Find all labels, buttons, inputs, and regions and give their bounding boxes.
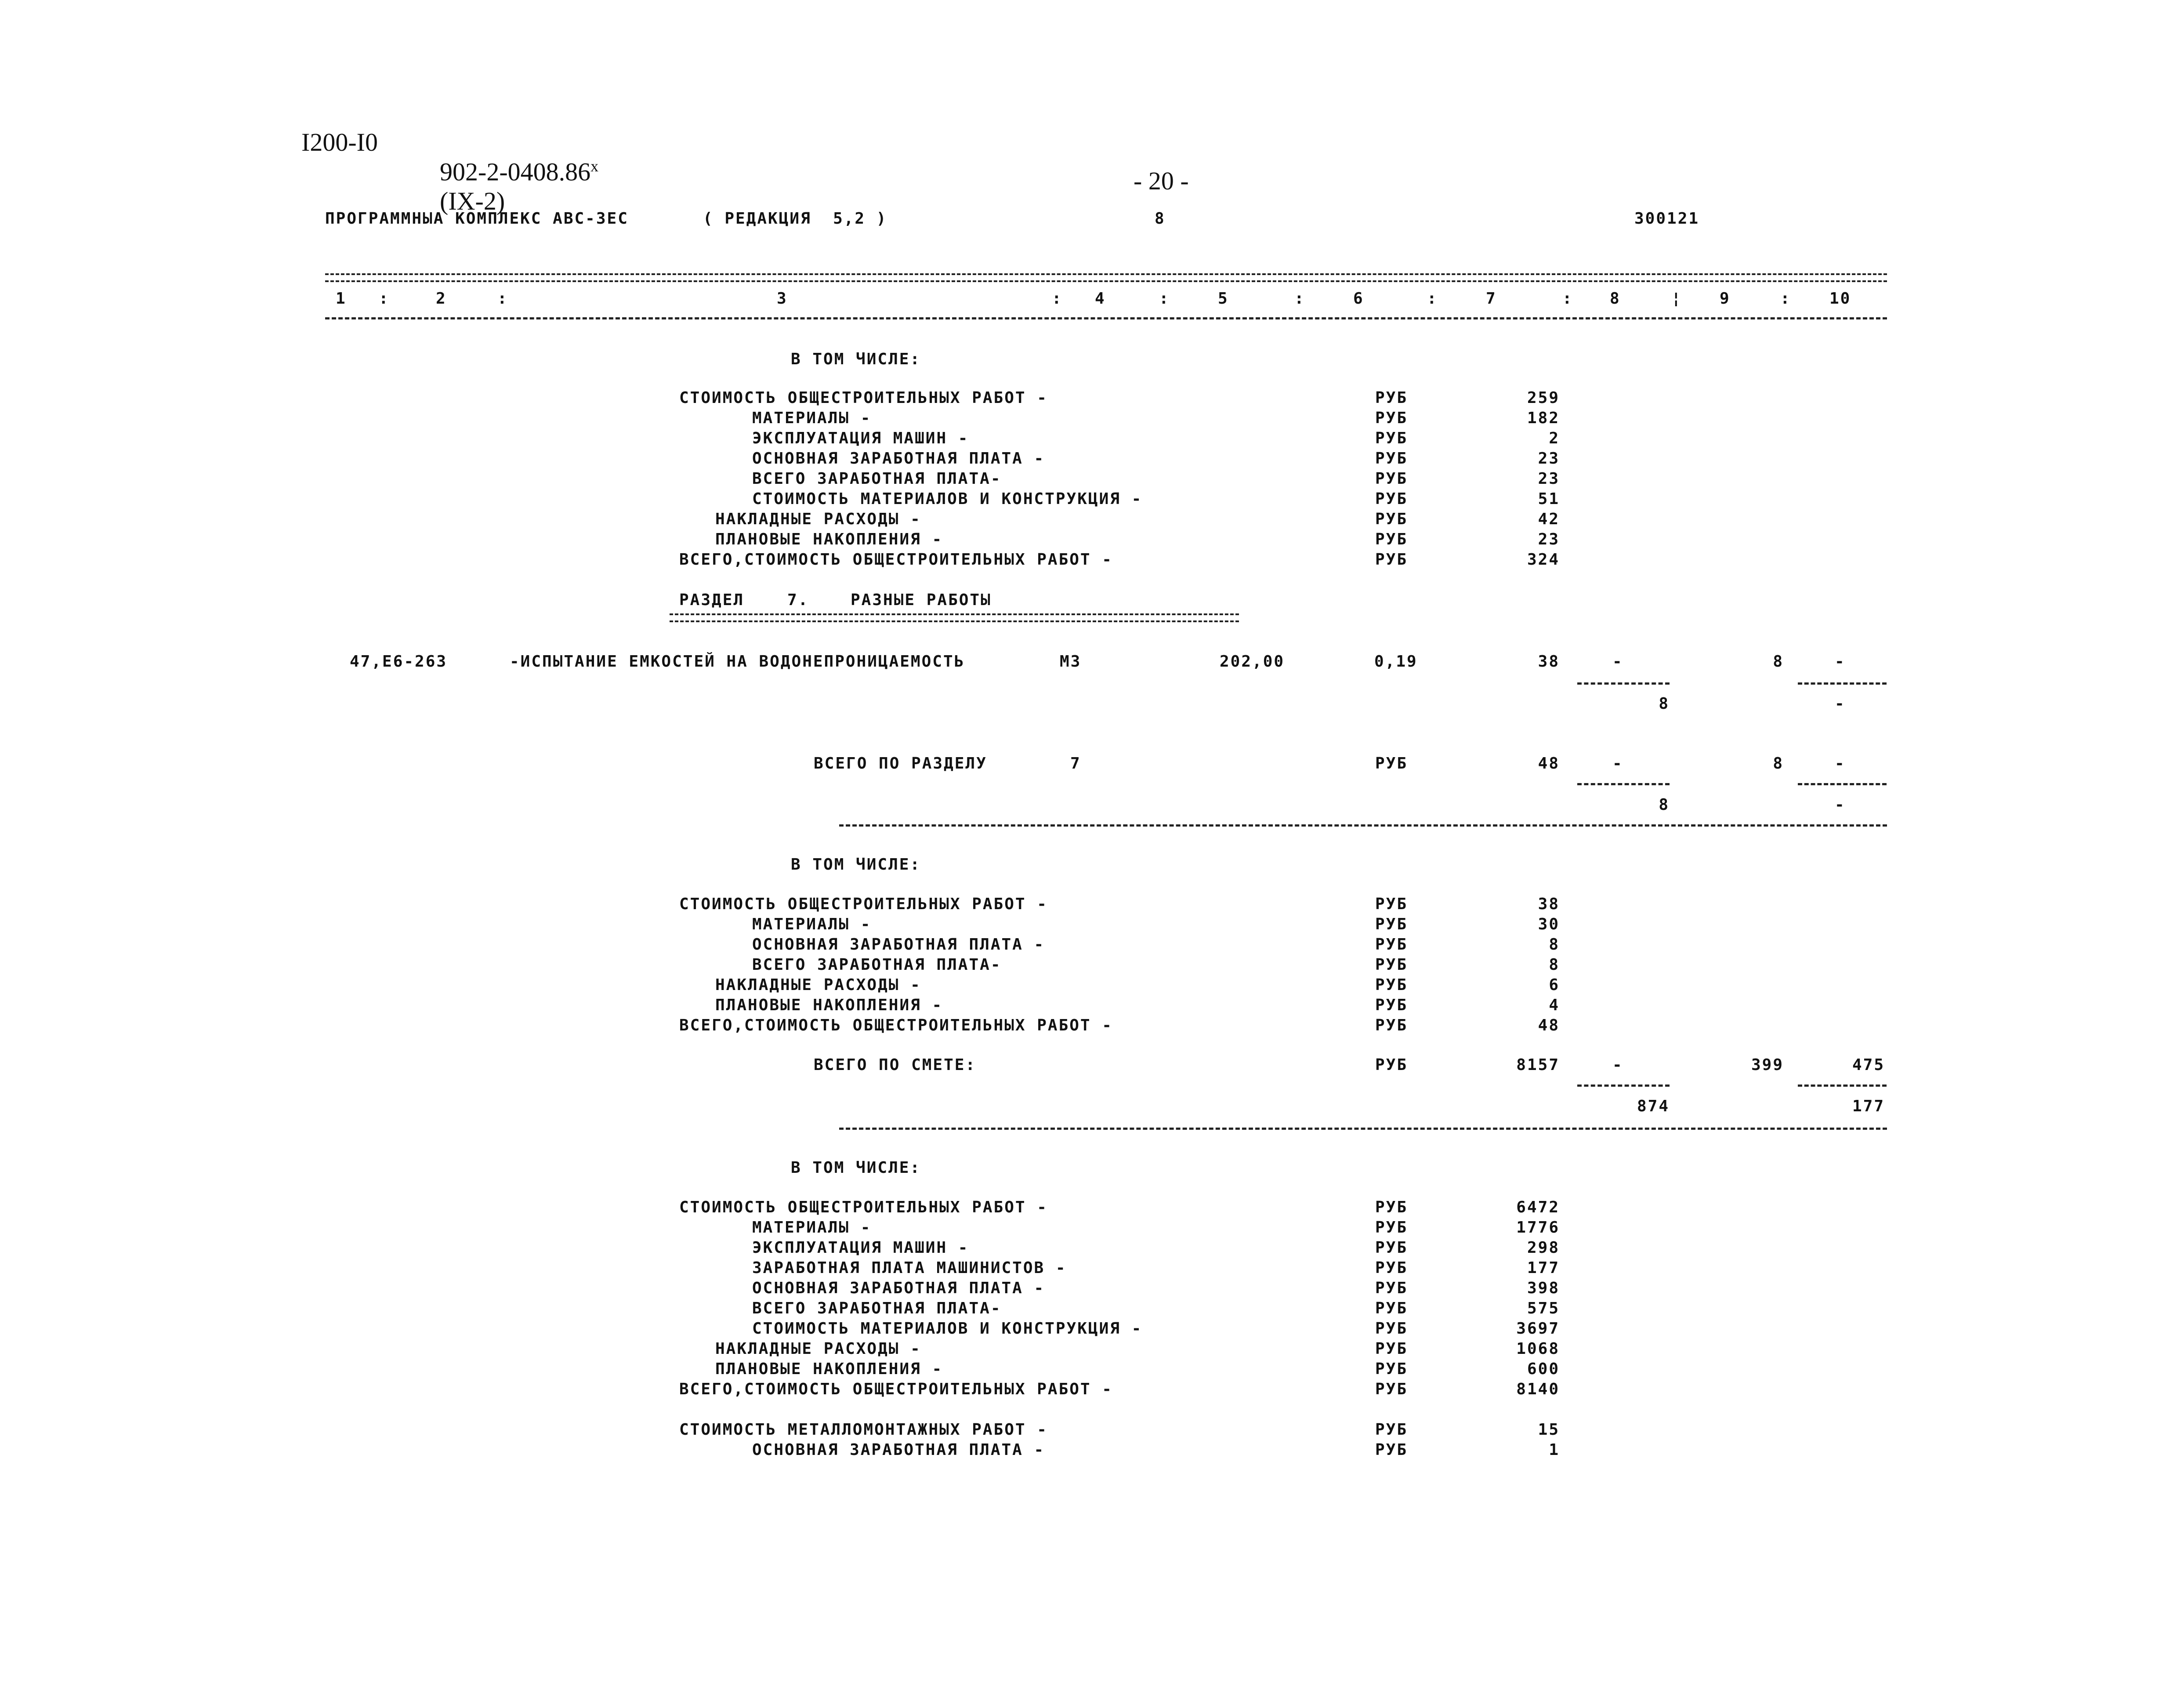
breakdown-unit: РУБ [1375, 1198, 1408, 1216]
estimate-total-unit: РУБ [1375, 1056, 1408, 1074]
breakdown-value: 15 [1538, 1421, 1560, 1439]
subtotal-rule [1798, 1085, 1887, 1087]
breakdown-label: ВСЕГО,СТОИМОСТЬ ОБЩЕСТРОИТЕЛЬНЫХ РАБОТ - [679, 1016, 1113, 1034]
breakdown-value: 23 [1538, 530, 1560, 548]
breakdown-unit: РУБ [1375, 450, 1408, 468]
breakdown-label: НАКЛАДНЫЕ РАСХОДЫ - [715, 1340, 921, 1358]
breakdown-unit: РУБ [1375, 915, 1408, 933]
breakdown-value: 575 [1527, 1299, 1560, 1317]
column-header-cell: : [1052, 290, 1063, 308]
breakdown-unit: РУБ [1375, 1360, 1408, 1378]
estimate-total-col9: 399 [1751, 1056, 1784, 1074]
breakdown-unit: РУБ [1375, 1340, 1408, 1358]
breakdown-heading: В ТОМ ЧИСЛЕ: [791, 1159, 921, 1177]
item-quantity: 202,00 [1220, 653, 1285, 671]
breakdown-unit: РУБ [1375, 1421, 1408, 1439]
program-name: ПРОГРАММНЫА КОМПЛЕКС АВС-ЗЕС [325, 210, 629, 228]
breakdown-unit: РУБ [1375, 1441, 1408, 1459]
document-code: I200-I0 [301, 128, 378, 156]
subtotal-rule [1577, 783, 1670, 785]
breakdown-label: ВСЕГО ЗАРАБОТНАЯ ПЛАТА- [752, 1299, 1002, 1317]
breakdown-unit: РУБ [1375, 389, 1408, 407]
estimate-total-col8-sub: 874 [1637, 1097, 1670, 1115]
breakdown-label: ВСЕГО ЗАРАБОТНАЯ ПЛАТА- [752, 956, 1002, 974]
column-header-cell: ¦ [1671, 290, 1682, 308]
column-header-cell: 2 [436, 290, 447, 308]
breakdown-value: 600 [1527, 1360, 1560, 1378]
breakdown-label: ЗАРАБОТНАЯ ПЛАТА МАШИНИСТОВ - [752, 1259, 1067, 1277]
breakdown-unit: РУБ [1375, 551, 1408, 569]
breakdown-unit: РУБ [1375, 1259, 1408, 1277]
item-col8: - [1612, 653, 1623, 671]
breakdown-unit: РУБ [1375, 936, 1408, 954]
column-header-cell: 9 [1720, 290, 1731, 308]
breakdown-label: НАКЛАДНЫЕ РАСХОДЫ - [715, 510, 921, 528]
item-price: 0,19 [1374, 653, 1418, 671]
column-header-cell: 8 [1610, 290, 1621, 308]
estimate-total-value: 8157 [1516, 1056, 1560, 1074]
section-total-unit: РУБ [1375, 754, 1408, 773]
subtotal-rule [1577, 1085, 1670, 1087]
breakdown-unit: РУБ [1375, 429, 1408, 447]
breakdown-label: СТОИМОСТЬ ОБЩЕСТРОИТЕЛЬНЫХ РАБОТ - [679, 389, 1048, 407]
breakdown-value: 398 [1527, 1279, 1560, 1297]
column-header-cell: 6 [1353, 290, 1364, 308]
column-header-cell: 1 [336, 290, 347, 308]
revision-mark: x [590, 157, 599, 175]
breakdown-unit: РУБ [1375, 510, 1408, 528]
section-divider [839, 824, 1887, 827]
breakdown-unit: РУБ [1375, 895, 1408, 913]
breakdown-unit: РУБ [1375, 470, 1408, 488]
section-underline [670, 613, 1239, 622]
item-unit: М3 [1060, 653, 1082, 671]
breakdown-label: НАКЛАДНЫЕ РАСХОДЫ - [715, 976, 921, 994]
header-rule-bottom [325, 317, 1887, 319]
column-header-cell: 5 [1218, 290, 1229, 308]
section-number: 7. [787, 591, 809, 609]
breakdown-unit: РУБ [1375, 976, 1408, 994]
section-total-label: ВСЕГО ПО РАЗДЕЛУ [814, 754, 987, 773]
section-total-value: 48 [1538, 754, 1560, 773]
section-total-col8-sub: 8 [1659, 796, 1670, 814]
breakdown-label: СТОИМОСТЬ ОБЩЕСТРОИТЕЛЬНЫХ РАБОТ - [679, 1198, 1048, 1216]
breakdown-value: 1068 [1516, 1340, 1560, 1358]
breakdown-value: 2 [1549, 429, 1560, 447]
breakdown-label: СТОИМОСТЬ МЕТАЛЛОМОНТАЖНЫХ РАБОТ - [679, 1421, 1048, 1439]
estimate-total-col8: - [1612, 1056, 1623, 1074]
breakdown-value: 4 [1549, 996, 1560, 1014]
breakdown-unit: РУБ [1375, 996, 1408, 1014]
breakdown-label: ОСНОВНАЯ ЗАРАБОТНАЯ ПЛАТА - [752, 1279, 1045, 1297]
breakdown-value: 51 [1538, 490, 1560, 508]
breakdown-value: 259 [1527, 389, 1560, 407]
page-number: - 20 - [1134, 167, 1189, 195]
breakdown-label: ВСЕГО,СТОИМОСТЬ ОБЩЕСТРОИТЕЛЬНЫХ РАБОТ - [679, 551, 1113, 569]
breakdown-value: 3697 [1516, 1320, 1560, 1338]
breakdown-label: ПЛАНОВЫЕ НАКОПЛЕНИЯ - [715, 1360, 943, 1378]
breakdown-label: МАТЕРИАЛЫ - [752, 409, 872, 427]
breakdown-unit: РУБ [1375, 956, 1408, 974]
subtotal-rule [1798, 682, 1887, 685]
breakdown-value: 1 [1549, 1441, 1560, 1459]
breakdown-unit: РУБ [1375, 1380, 1408, 1398]
breakdown-label: СТОИМОСТЬ МАТЕРИАЛОВ И КОНСТРУКЦИЯ - [752, 1320, 1143, 1338]
item-col9: 8 [1773, 653, 1784, 671]
breakdown-heading: В ТОМ ЧИСЛЕ: [791, 350, 921, 368]
breakdown-value: 23 [1538, 470, 1560, 488]
breakdown-value: 8 [1549, 936, 1560, 954]
column-header-cell: 10 [1829, 290, 1851, 308]
item-code: 47,Е6-263 [350, 653, 448, 671]
breakdown-value: 8 [1549, 956, 1560, 974]
item-total: 38 [1538, 653, 1560, 671]
breakdown-label: ОСНОВНАЯ ЗАРАБОТНАЯ ПЛАТА - [752, 1441, 1045, 1459]
item-name: -ИСПЫТАНИЕ ЕМКОСТЕЙ НА ВОДОНЕПРОНИЦАЕМОСТЬ [510, 653, 965, 671]
breakdown-label: СТОИМОСТЬ МАТЕРИАЛОВ И КОНСТРУКЦИЯ - [752, 490, 1143, 508]
breakdown-value: 177 [1527, 1259, 1560, 1277]
column-header-cell: : [1294, 290, 1305, 308]
section-divider [839, 1128, 1887, 1130]
breakdown-label: ПЛАНОВЫЕ НАКОПЛЕНИЯ - [715, 530, 943, 548]
section-total-col9: 8 [1773, 754, 1784, 773]
column-header-cell: : [1427, 290, 1438, 308]
breakdown-value: 8140 [1516, 1380, 1560, 1398]
breakdown-label: ЭКСПЛУАТАЦИЯ МАШИН - [752, 429, 969, 447]
breakdown-label: ВСЕГО ЗАРАБОТНАЯ ПЛАТА- [752, 470, 1002, 488]
section-total-col8: - [1612, 754, 1623, 773]
project-code: 902-2-0408.86 [440, 157, 591, 186]
breakdown-value: 298 [1527, 1239, 1560, 1257]
column-header-cell: : [1562, 290, 1573, 308]
breakdown-label: ЭКСПЛУАТАЦИЯ МАШИН - [752, 1239, 969, 1257]
breakdown-value: 6 [1549, 976, 1560, 994]
subtotal-rule [1577, 682, 1670, 685]
breakdown-value: 1776 [1516, 1219, 1560, 1237]
column-header-cell: : [1159, 290, 1170, 308]
breakdown-label: СТОИМОСТЬ ОБЩЕСТРОИТЕЛЬНЫХ РАБОТ - [679, 895, 1048, 913]
breakdown-unit: РУБ [1375, 1279, 1408, 1297]
column-header-cell: 3 [777, 290, 788, 308]
item-col8-sub: 8 [1659, 695, 1670, 713]
breakdown-value: 324 [1527, 551, 1560, 569]
breakdown-value: 6472 [1516, 1198, 1560, 1216]
program-edition: ( РЕДАКЦИЯ 5,2 ) [703, 210, 887, 228]
breakdown-unit: РУБ [1375, 1299, 1408, 1317]
estimate-total-col10: 475 [1852, 1056, 1885, 1074]
breakdown-unit: РУБ [1375, 1239, 1408, 1257]
section-label: РАЗДЕЛ [679, 591, 745, 609]
column-header-cell: 4 [1095, 290, 1106, 308]
section-total-col10-sub: - [1835, 796, 1846, 814]
breakdown-label: МАТЕРИАЛЫ - [752, 915, 872, 933]
breakdown-unit: РУБ [1375, 1016, 1408, 1034]
breakdown-label: ОСНОВНАЯ ЗАРАБОТНАЯ ПЛАТА - [752, 936, 1045, 954]
breakdown-unit: РУБ [1375, 409, 1408, 427]
breakdown-value: 38 [1538, 895, 1560, 913]
column-header-cell: : [497, 290, 508, 308]
section-total-col10: - [1835, 754, 1846, 773]
breakdown-unit: РУБ [1375, 530, 1408, 548]
column-header-cell: 7 [1486, 290, 1497, 308]
item-col10: - [1835, 653, 1846, 671]
sheet-number: 8 [1155, 210, 1166, 228]
estimate-total-col10-sub: 177 [1852, 1097, 1885, 1115]
section-title: РАЗНЫЕ РАБОТЫ [851, 591, 992, 609]
estimate-total-label: ВСЕГО ПО СМЕТЕ: [814, 1056, 977, 1074]
subtotal-rule [1798, 783, 1887, 785]
print-code: 300121 [1634, 210, 1700, 228]
breakdown-unit: РУБ [1375, 1219, 1408, 1237]
variant: (IX-2) [440, 187, 505, 216]
project-number [427, 127, 598, 216]
breakdown-value: 42 [1538, 510, 1560, 528]
column-header-cell: : [379, 290, 390, 308]
breakdown-value: 182 [1527, 409, 1560, 427]
breakdown-value: 30 [1538, 915, 1560, 933]
breakdown-unit: РУБ [1375, 1320, 1408, 1338]
breakdown-label: МАТЕРИАЛЫ - [752, 1219, 872, 1237]
breakdown-value: 23 [1538, 450, 1560, 468]
header-rule-top [325, 273, 1887, 282]
breakdown-label: ВСЕГО,СТОИМОСТЬ ОБЩЕСТРОИТЕЛЬНЫХ РАБОТ - [679, 1380, 1113, 1398]
column-header-cell: : [1780, 290, 1791, 308]
breakdown-label: ОСНОВНАЯ ЗАРАБОТНАЯ ПЛАТА - [752, 450, 1045, 468]
breakdown-heading: В ТОМ ЧИСЛЕ: [791, 856, 921, 874]
section-total-number: 7 [1070, 754, 1081, 773]
breakdown-unit: РУБ [1375, 490, 1408, 508]
breakdown-label: ПЛАНОВЫЕ НАКОПЛЕНИЯ - [715, 996, 943, 1014]
item-col10-sub: - [1835, 695, 1846, 713]
breakdown-value: 48 [1538, 1016, 1560, 1034]
